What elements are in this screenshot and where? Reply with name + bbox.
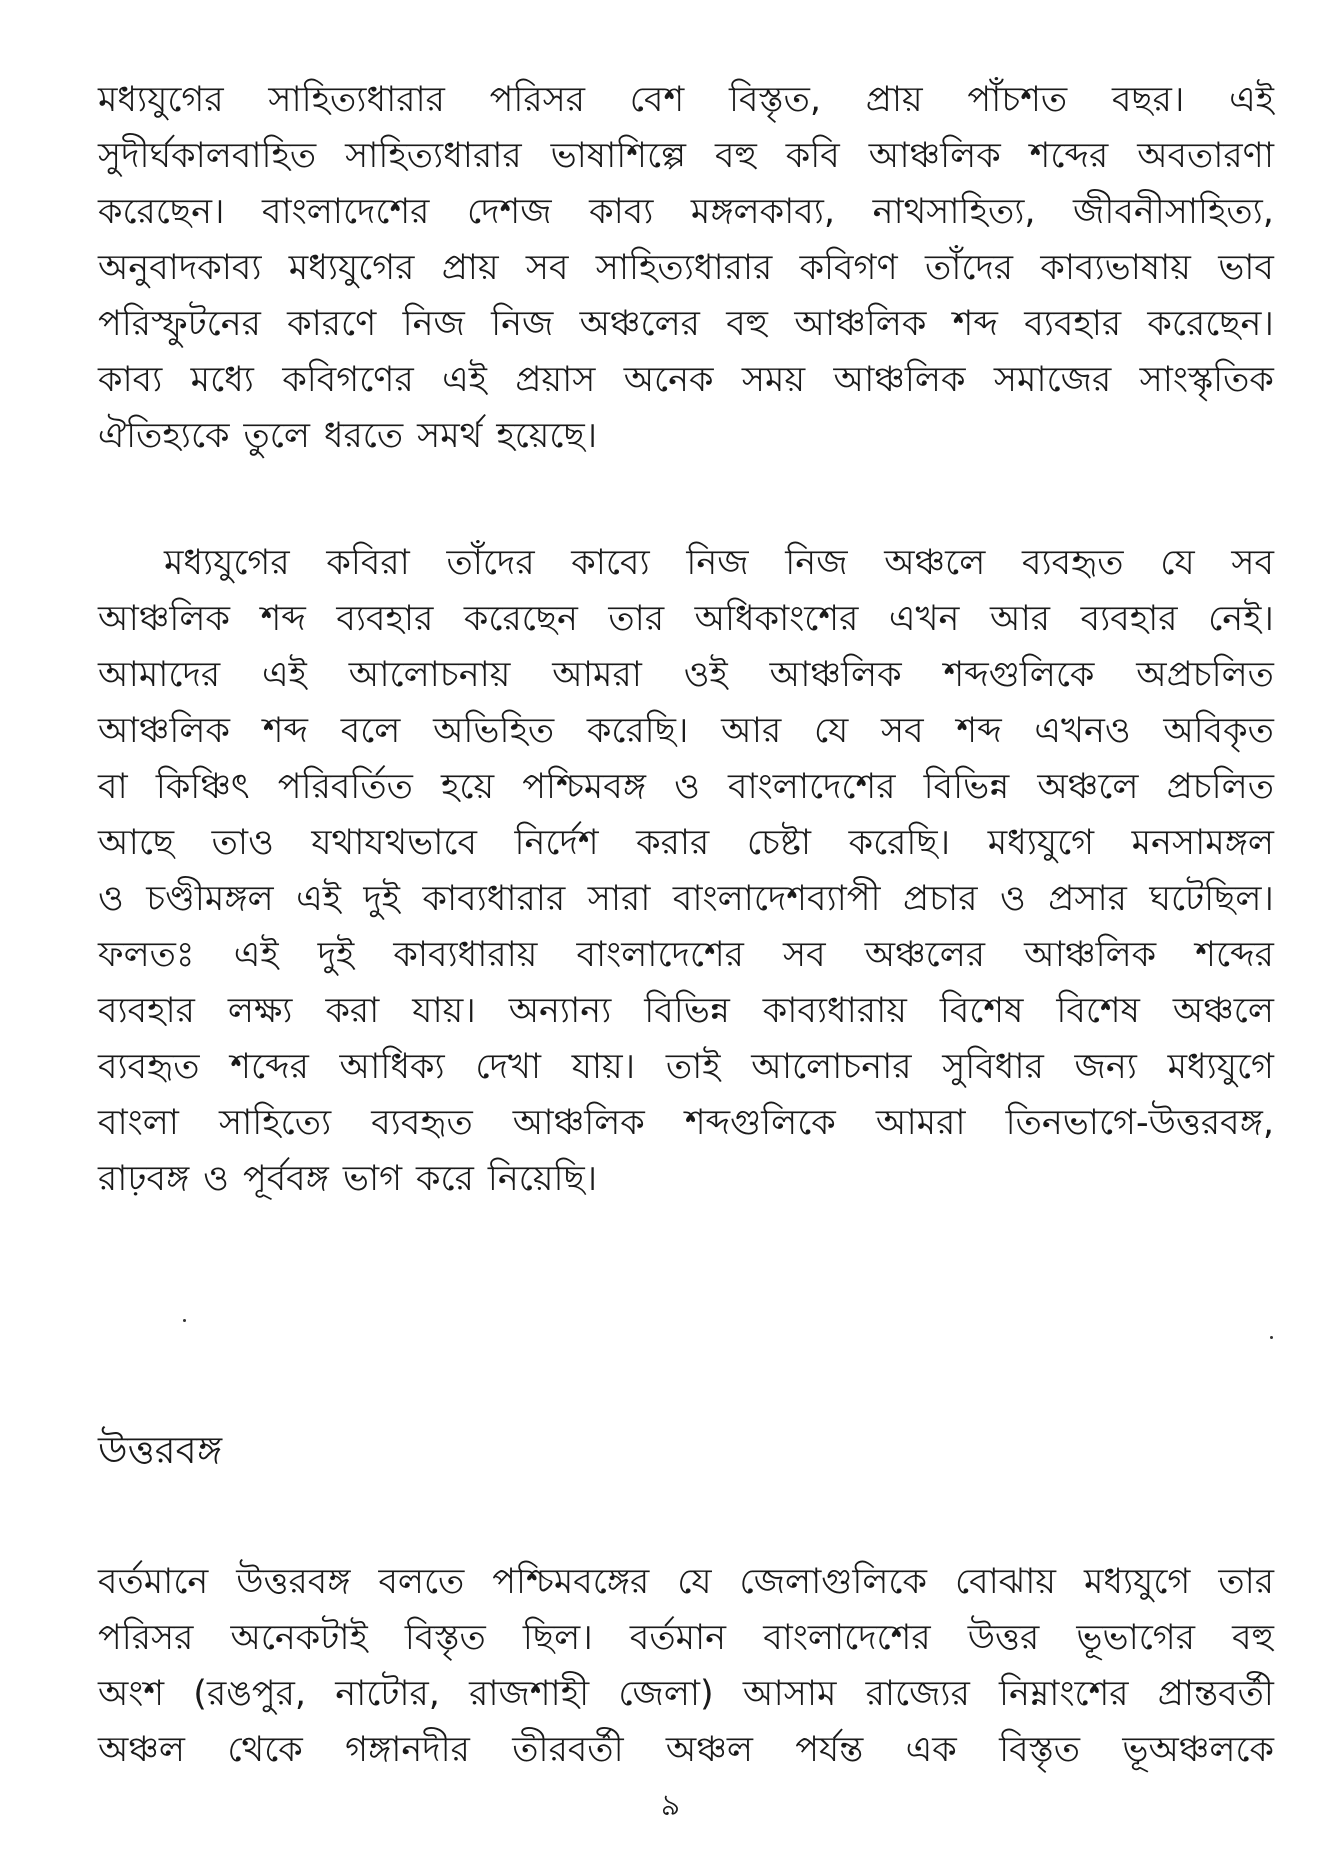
word: ঐতিহ্যকে: [98, 416, 230, 456]
word: এই: [261, 655, 307, 695]
word: প্রচার: [903, 879, 978, 919]
word: তাঁদের: [446, 543, 535, 583]
word: গঙ্গানদীর: [345, 1730, 470, 1770]
word: সব: [525, 248, 569, 288]
word: বা: [98, 767, 128, 807]
word: ও: [999, 879, 1026, 919]
line-text: [98, 184, 1274, 240]
word: শব্দের: [230, 1047, 309, 1087]
word: হয়েছে।: [496, 416, 598, 456]
word: মধ্যযুগে: [1167, 1047, 1274, 1087]
word: আধিক্য: [339, 1047, 445, 1087]
word: অনেকটাই: [230, 1618, 368, 1658]
word: ফলতঃ: [98, 935, 195, 975]
word: কবিগণের: [282, 360, 414, 400]
text-line: [98, 296, 1274, 352]
word: অংশ: [98, 1674, 165, 1714]
word: মধ্যে: [190, 360, 254, 400]
paragraph-2: [98, 535, 1274, 1207]
text-line: [98, 647, 1274, 703]
word: মধ্যযুগের: [164, 543, 290, 583]
word: সব: [1231, 543, 1274, 583]
text-line: [98, 1666, 1274, 1722]
word: করেছেন।: [1147, 304, 1274, 344]
word: ও: [674, 767, 700, 807]
word: বোঝায়: [954, 1562, 1057, 1602]
word: অঞ্চলের: [864, 935, 986, 975]
text-line: [98, 1039, 1274, 1095]
word: অঞ্চলে: [1172, 991, 1274, 1031]
word: আঞ্চলিক: [98, 711, 230, 751]
word: সাহিত্যধারার: [595, 248, 773, 288]
word: বছর।: [1111, 80, 1185, 120]
word: প্রসার: [1048, 879, 1127, 919]
word: পর্যন্ত: [795, 1730, 864, 1770]
word: মধ্যযুগে: [1083, 1562, 1191, 1602]
word: পশ্চিমবঙ্গ: [522, 767, 646, 807]
word: যায়।: [412, 991, 476, 1031]
line-text: [98, 1039, 1274, 1095]
word: এই: [233, 935, 279, 975]
word: তার: [1218, 1562, 1274, 1602]
word: যে: [813, 711, 849, 751]
word: ভূভাগের: [1076, 1618, 1195, 1658]
word: করা: [325, 991, 380, 1031]
line-text: [98, 296, 1274, 352]
word: ভাষাশিল্পে: [550, 136, 687, 176]
line-text: [98, 240, 1274, 296]
paragraph-1: [98, 72, 1274, 464]
text-line: [98, 1722, 1274, 1778]
line-text: [98, 1722, 1274, 1778]
word: ওই: [683, 655, 728, 695]
word: আঞ্চলিক: [1024, 935, 1157, 975]
word: প্রান্তবর্তী: [1157, 1674, 1274, 1714]
word: জেলাগুলিকে: [739, 1562, 927, 1602]
line-text: [98, 1554, 1274, 1610]
word: বর্তমানে: [98, 1562, 209, 1602]
word: নাথসাহিত্য,: [872, 192, 1036, 232]
word: ছিল।: [522, 1618, 593, 1658]
word: আমাদের: [98, 655, 221, 695]
word: নিয়েছি।: [487, 1159, 598, 1199]
word: আমরা: [875, 1103, 966, 1143]
line-text: [98, 408, 1274, 464]
text-line: [98, 1151, 1274, 1207]
word: বহু: [726, 304, 769, 344]
text-line: [98, 184, 1274, 240]
word: ব্যবহার: [98, 991, 195, 1031]
line-text: [98, 871, 1274, 927]
word: দেখা: [475, 1047, 542, 1087]
word: বাংলাদেশের: [763, 1618, 931, 1658]
word: শব্দগুলিকে: [943, 655, 1095, 695]
word: সাংস্কৃতিক: [1139, 360, 1274, 400]
word: দেশজ: [466, 192, 552, 232]
word: ও: [203, 1159, 229, 1199]
word: বলতে: [378, 1562, 465, 1602]
word: শব্দ: [956, 711, 1002, 751]
word: পরিস্ফুটনের: [98, 304, 261, 344]
word: অঞ্চলে: [1037, 767, 1139, 807]
word: সমাজের: [993, 360, 1112, 400]
word: শব্দ: [260, 599, 306, 639]
word: বিভিন্ন: [923, 767, 1010, 807]
word: আমরা: [552, 655, 642, 695]
word: আঞ্চলিক: [833, 360, 966, 400]
word: শব্দ: [262, 711, 309, 751]
word: বহু: [1232, 1618, 1274, 1658]
word: যথাযথভাবে: [311, 823, 477, 863]
line-text: [98, 815, 1274, 871]
word: বর্তমান: [629, 1618, 727, 1658]
line-text: [98, 1666, 1274, 1722]
word: কারণে: [287, 304, 377, 344]
word: বহু: [714, 136, 757, 176]
page-number: ৯: [660, 1788, 681, 1823]
word: আঞ্চলিক: [868, 136, 1001, 176]
text-line: [98, 815, 1274, 871]
word: দুই: [363, 879, 401, 919]
word: আসাম: [742, 1674, 837, 1714]
word: বাংলা: [98, 1103, 179, 1143]
text-line: [98, 591, 1274, 647]
line-text: [98, 1095, 1274, 1151]
text-line: [98, 128, 1274, 184]
word: সারা: [587, 879, 651, 919]
word: নিজ: [686, 543, 749, 583]
word: উত্তরবঙ্গ: [236, 1562, 351, 1602]
word: অঞ্চলের: [579, 304, 700, 344]
word: উত্তর: [967, 1618, 1040, 1658]
line-text: [98, 352, 1274, 408]
word: নিম্নাংশের: [999, 1674, 1129, 1714]
word: (রঙপুর,: [193, 1674, 307, 1714]
word: অঞ্চল: [665, 1730, 753, 1770]
word: সাহিত্যধারার: [268, 80, 445, 120]
word: বিস্তৃত: [999, 1730, 1081, 1770]
text-line: [98, 352, 1274, 408]
word: ব্যবহৃত: [371, 1103, 473, 1143]
word: থেকে: [227, 1730, 303, 1770]
word: কবিগণ: [799, 248, 898, 288]
section-heading: উত্তরবঙ্গ: [98, 1428, 223, 1472]
word: নেই।: [1208, 599, 1274, 639]
text-line: [98, 535, 1274, 591]
word: সুবিধার: [942, 1047, 1044, 1087]
word: নির্দেশ: [514, 823, 599, 863]
word: ভূঅঞ্চলকে: [1122, 1730, 1274, 1770]
word: বাংলাদেশের: [576, 935, 744, 975]
word: অনুবাদকাব্য: [98, 248, 262, 288]
word: কাব্যধারায়: [393, 935, 538, 975]
word: করেছি।: [586, 711, 689, 751]
word: এখন: [888, 599, 960, 639]
word: পরিসর: [489, 80, 586, 120]
word: মধ্যযুগের: [288, 248, 415, 288]
word: বাংলাদেশের: [262, 192, 430, 232]
text-line: [98, 759, 1274, 815]
text-line: [98, 1095, 1274, 1151]
word: অভিহিত: [433, 711, 555, 751]
word: জীবনীসাহিত্য,: [1073, 192, 1274, 232]
word: প্রয়াস: [515, 360, 596, 400]
scan-speck: [1270, 1336, 1273, 1339]
text-line: [98, 703, 1274, 759]
word: ব্যবহার: [336, 599, 434, 639]
word: আঞ্চলিক: [794, 304, 927, 344]
word: অঞ্চল: [98, 1730, 185, 1770]
word: পরিসর: [98, 1618, 194, 1658]
word: করেছেন: [463, 599, 578, 639]
word: নিজ: [785, 543, 848, 583]
line-text: [98, 927, 1274, 983]
word: ভাগ: [342, 1159, 403, 1199]
word: কাব্য: [589, 192, 654, 232]
word: করে: [416, 1159, 474, 1199]
line-text: [98, 1610, 1274, 1666]
word: আলোচনার: [751, 1047, 912, 1087]
line-text: [98, 1151, 1274, 1207]
word: তুলে: [243, 416, 310, 456]
word: করেছেন।: [98, 192, 225, 232]
word: তাই: [665, 1047, 721, 1087]
word: পূর্ববঙ্গ: [242, 1159, 329, 1199]
word: ধরতে: [323, 416, 404, 456]
word: সাহিত্যধারার: [345, 136, 522, 176]
word: এখনও: [1034, 711, 1131, 751]
line-text: [98, 759, 1274, 815]
word: করেছি।: [848, 823, 951, 863]
word: পশ্চিমবঙ্গের: [492, 1562, 650, 1602]
word: শব্দগুলিকে: [684, 1103, 836, 1143]
word: ব্যবহৃত: [1022, 543, 1124, 583]
word: বিস্তৃত,: [728, 80, 821, 120]
word: জন্য: [1074, 1047, 1137, 1087]
word: প্রায়: [865, 80, 923, 120]
word: দুই: [317, 935, 355, 975]
word: নাটোর,: [335, 1674, 440, 1714]
line-text: [98, 72, 1274, 128]
word: বাংলাদেশের: [728, 767, 896, 807]
word: সাহিত্যে: [218, 1103, 332, 1143]
word: বিস্তৃত: [404, 1618, 486, 1658]
word: যে: [677, 1562, 712, 1602]
line-text: [98, 703, 1274, 759]
word: আঞ্চলিক: [769, 655, 902, 695]
word: বিশেষ: [939, 991, 1024, 1031]
word: শব্দের: [1029, 136, 1109, 176]
word: অপ্রচলিত: [1136, 655, 1274, 695]
word: ও: [98, 879, 124, 919]
word: মনসামঙ্গল: [1131, 823, 1274, 863]
text-line: [98, 1610, 1274, 1666]
word: ঘটেছিল।: [1149, 879, 1274, 919]
text-line: [98, 408, 1274, 464]
word: নিজ: [402, 304, 465, 344]
word: আর: [989, 599, 1051, 639]
word: অনেক: [623, 360, 714, 400]
line-text: [98, 983, 1274, 1039]
word: করার: [636, 823, 710, 863]
text-line: [98, 1554, 1274, 1610]
text-line: [98, 240, 1274, 296]
word: চণ্ডীমঙ্গল: [146, 879, 274, 919]
word: কবি: [785, 136, 840, 176]
word: রাজ্যের: [865, 1674, 970, 1714]
word: অধিকাংশের: [694, 599, 859, 639]
word: এক: [905, 1730, 957, 1770]
word: প্রচলিত: [1166, 767, 1274, 807]
word: জেলা): [618, 1674, 714, 1714]
word: কবিরা: [326, 543, 410, 583]
word: সব: [783, 935, 826, 975]
word: শব্দের: [1195, 935, 1274, 975]
word: বিভিন্ন: [644, 991, 730, 1031]
line-text: [98, 591, 1274, 647]
word: বিশেষ: [1056, 991, 1140, 1031]
word: মঙ্গলকাব্য,: [690, 192, 836, 232]
word: কাব্যধারার: [422, 879, 566, 919]
word: কাব্য: [98, 360, 163, 400]
line-text: [164, 535, 1274, 591]
word: কাব্যে: [571, 543, 650, 583]
word: আঞ্চলিক: [512, 1103, 645, 1143]
word: সমর্থ: [417, 416, 483, 456]
word: আলোচনায়: [348, 655, 511, 695]
word: যে: [1160, 543, 1195, 583]
word: আঞ্চলিক: [98, 599, 230, 639]
word: আছে: [98, 823, 175, 863]
word: পরিবর্তিত: [277, 767, 413, 807]
word: হয়ে: [441, 767, 495, 807]
word: তাঁদের: [924, 248, 1014, 288]
word: এই: [442, 360, 487, 400]
word: তাও: [211, 823, 274, 863]
word: তীরবর্তী: [512, 1730, 624, 1770]
text-line: [98, 983, 1274, 1039]
word: সুদীর্ঘকালবাহিত: [98, 136, 317, 176]
word: বাংলাদেশব্যাপী: [672, 879, 881, 919]
word: শব্দ: [952, 304, 998, 344]
scan-speck: [183, 1319, 186, 1322]
word: পাঁচশত: [967, 80, 1068, 120]
word: প্রায়: [441, 248, 499, 288]
section-paragraph: [98, 1554, 1274, 1778]
word: ব্যবহার: [1024, 304, 1122, 344]
word: অবিকৃত: [1163, 711, 1274, 751]
word: তার: [608, 599, 665, 639]
word: অন্যান্য: [508, 991, 612, 1031]
word: কাব্যধারায়: [762, 991, 907, 1031]
word: বলে: [340, 711, 401, 751]
word: রাজশাহী: [469, 1674, 590, 1714]
word: সব: [881, 711, 924, 751]
word: মধ্যযুগের: [98, 80, 224, 120]
word: কিঞ্চিৎ: [155, 767, 250, 807]
text-line: [98, 72, 1274, 128]
word: অঞ্চলে: [884, 543, 986, 583]
word: কাব্যভাষায়: [1040, 248, 1191, 288]
word: তিনভাগে-উত্তরবঙ্গ,: [1005, 1103, 1274, 1143]
word: যায়।: [571, 1047, 636, 1087]
word: আর: [721, 711, 782, 751]
word: বেশ: [629, 80, 685, 120]
word: অবতারণা: [1137, 136, 1274, 176]
text-line: [98, 871, 1274, 927]
line-text: [98, 128, 1274, 184]
word: ভাব: [1218, 248, 1274, 288]
word: ব্যবহৃত: [98, 1047, 200, 1087]
line-text: [98, 647, 1274, 703]
word: নিজ: [491, 304, 554, 344]
word: ব্যবহার: [1080, 599, 1178, 639]
word: চেষ্টা: [746, 823, 812, 863]
word: রাঢ়বঙ্গ: [98, 1159, 190, 1199]
text-line: [98, 927, 1274, 983]
word: মধ্যযুগে: [987, 823, 1095, 863]
word: সময়: [741, 360, 806, 400]
word: এই: [296, 879, 341, 919]
word: এই: [1229, 80, 1274, 120]
word: লক্ষ্য: [227, 991, 293, 1031]
